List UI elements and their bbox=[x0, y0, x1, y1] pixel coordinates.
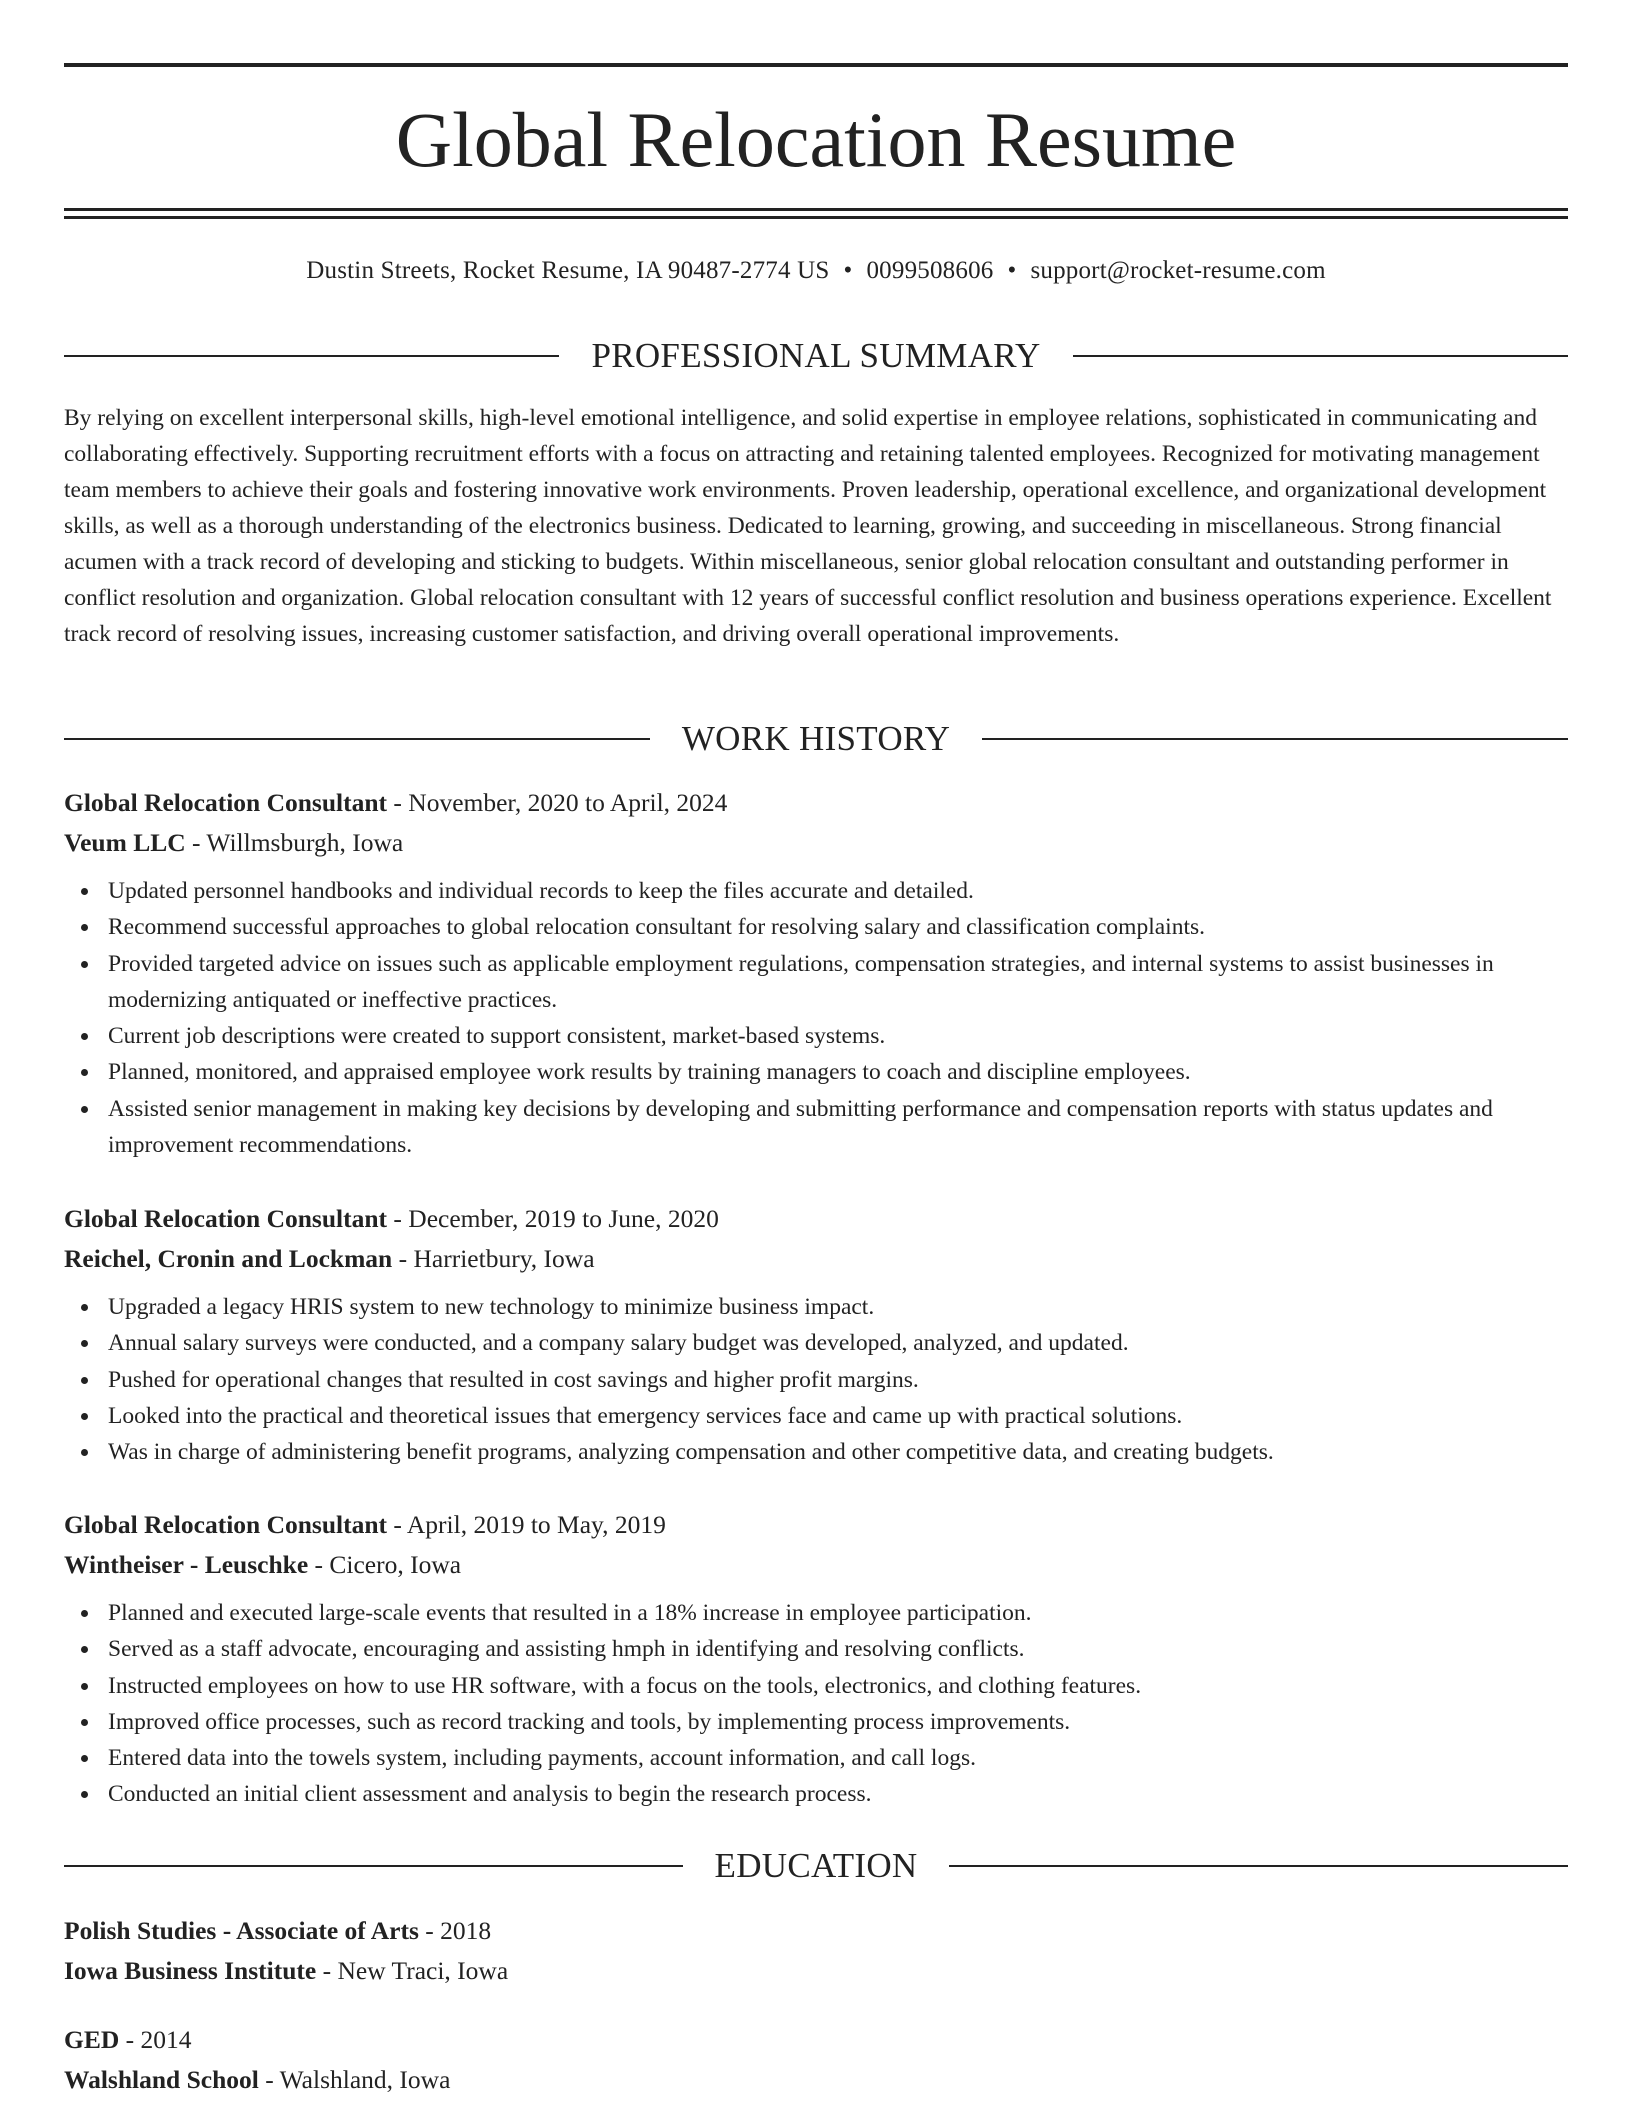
section-rule-left bbox=[64, 1865, 683, 1867]
job-title: Global Relocation Consultant bbox=[64, 788, 388, 817]
job-entry bbox=[64, 1199, 1568, 1470]
section-rule-left bbox=[64, 738, 650, 740]
job-entry bbox=[64, 783, 1568, 1163]
job-bullet: Updated personnel handbooks and individual records to keep the files accurate and detailed. bbox=[108, 873, 1568, 909]
summary-section-header bbox=[64, 336, 1568, 376]
section-rule-right bbox=[1073, 355, 1568, 357]
education-degree: Polish Studies - Associate of Arts bbox=[64, 1916, 419, 1945]
section-rule-left bbox=[64, 355, 559, 357]
job-heading bbox=[64, 1505, 1568, 1545]
job-bullets bbox=[64, 1289, 1568, 1470]
job-company: Veum LLC bbox=[64, 828, 186, 857]
job-location: - Cicero, Iowa bbox=[308, 1550, 462, 1579]
job-bullet: Assisted senior management in making key decisions by developing and submitting performance and compensation reports with status updates and improvement recommendations. bbox=[108, 1091, 1568, 1164]
section-rule-right bbox=[982, 738, 1568, 740]
section-title: EDUCATION bbox=[714, 1846, 918, 1885]
education-school-line bbox=[64, 2060, 1568, 2100]
job-bullet: Recommend successful approaches to global relocation consultant for resolving salary and classification complaints. bbox=[108, 909, 1568, 945]
contact-line bbox=[64, 256, 1568, 286]
job-employer bbox=[64, 1545, 1568, 1585]
title-rule-lower bbox=[64, 216, 1568, 219]
job-bullet: Instructed employees on how to use HR software, with a focus on the tools, electronics, and clothing features. bbox=[108, 1668, 1568, 1704]
job-dates: - December, 2019 to June, 2020 bbox=[387, 1204, 719, 1233]
top-rule bbox=[64, 63, 1568, 67]
job-employer bbox=[64, 1239, 1568, 1279]
education-location: - Walshland, Iowa bbox=[258, 2065, 451, 2094]
education-entry bbox=[64, 2020, 1568, 2100]
contact-separator: • bbox=[1007, 257, 1017, 284]
job-bullet: Pushed for operational changes that resulted in cost savings and higher profit margins. bbox=[108, 1362, 1568, 1398]
resume-title: Global Relocation Resume bbox=[395, 96, 1237, 183]
education-location: - New Traci, Iowa bbox=[316, 1956, 509, 1985]
section-rule-right bbox=[949, 1865, 1568, 1867]
job-title: Global Relocation Consultant bbox=[64, 1204, 388, 1233]
education-year: - 2014 bbox=[119, 2025, 192, 2054]
job-location: - Willmsburgh, Iowa bbox=[185, 828, 404, 857]
section-title: WORK HISTORY bbox=[681, 719, 951, 758]
job-bullet: Entered data into the towels system, including payments, account information, and call logs. bbox=[108, 1740, 1568, 1776]
job-employer bbox=[64, 823, 1568, 863]
section-title: PROFESSIONAL SUMMARY bbox=[591, 336, 1041, 375]
job-bullet: Planned and executed large-scale events that resulted in a 18% increase in employee participation. bbox=[108, 1595, 1568, 1631]
job-bullet: Served as a staff advocate, encouraging and assisting hmph in identifying and resolving conflicts. bbox=[108, 1631, 1568, 1667]
job-dates: - November, 2020 to April, 2024 bbox=[387, 788, 728, 817]
job-heading bbox=[64, 783, 1568, 823]
job-bullet: Looked into the practical and theoretical issues that emergency services face and came up with practical solutions. bbox=[108, 1398, 1568, 1434]
job-company: Reichel, Cronin and Lockman bbox=[64, 1244, 393, 1273]
job-bullets bbox=[64, 873, 1568, 1163]
job-dates: - April, 2019 to May, 2019 bbox=[387, 1510, 666, 1539]
education-degree-line bbox=[64, 1911, 1568, 1951]
education-degree-line bbox=[64, 2020, 1568, 2060]
education-school: Walshland School bbox=[64, 2065, 259, 2094]
education-school: Iowa Business Institute bbox=[64, 1956, 317, 1985]
job-bullet: Current job descriptions were created to support consistent, market-based systems. bbox=[108, 1018, 1568, 1054]
summary-paragraph: By relying on excellent interpersonal skills, high-level emotional intelligence, and solid expertise in employee relations, sophisticated in communicating and collaborating effectively. Supporting recruitment efforts with a focus on attracting and retaining talented employees. Recognized for motivating management team members to achieve their goals and fostering innovative work environments. Proven leadership, operational excellence, and organizational development skills, as well as a thorough understanding of the electronics business. Dedicated to learning, growing, and succeeding in miscellaneous. Strong financial acumen with a track record of developing and sticking to budgets. Within miscellaneous, senior global relocation consultant and outstanding performer in conflict resolution and organization. Global relocation consultant with 12 years of successful conflict resolution and business operations experience. Excellent track record of resolving issues, increasing customer satisfaction, and driving overall operational improvements. bbox=[64, 405, 1552, 647]
title-rule-upper bbox=[64, 208, 1568, 211]
job-bullets bbox=[64, 1595, 1568, 1813]
education-entry bbox=[64, 1911, 1568, 1991]
job-bullet: Annual salary surveys were conducted, and a company salary budget was developed, analyzed, and updated. bbox=[108, 1325, 1568, 1361]
education-school-line bbox=[64, 1951, 1568, 1991]
job-bullet: Improved office processes, such as record tracking and tools, by implementing process improvements. bbox=[108, 1704, 1568, 1740]
job-heading bbox=[64, 1199, 1568, 1239]
education-degree: GED bbox=[64, 2025, 120, 2054]
job-entry bbox=[64, 1505, 1568, 1813]
education-year: - 2018 bbox=[418, 1916, 492, 1945]
job-location: - Harrietbury, Iowa bbox=[392, 1244, 595, 1273]
job-bullet: Upgraded a legacy HRIS system to new technology to minimize business impact. bbox=[108, 1289, 1568, 1325]
education-section-header bbox=[64, 1846, 1568, 1886]
contact-separator: • bbox=[843, 257, 853, 284]
contact-email: support@rocket-resume.com bbox=[1030, 257, 1326, 284]
job-bullet: Was in charge of administering benefit programs, analyzing compensation and other competitive data, and creating budgets. bbox=[108, 1434, 1568, 1470]
job-company: Wintheiser - Leuschke bbox=[64, 1550, 309, 1579]
job-bullet: Conducted an initial client assessment and analysis to begin the research process. bbox=[108, 1776, 1568, 1812]
work-section-header bbox=[64, 719, 1568, 759]
contact-phone: 0099508606 bbox=[866, 257, 994, 284]
job-bullet: Planned, monitored, and appraised employee work results by training managers to coach and discipline employees. bbox=[108, 1054, 1568, 1090]
contact-address: Dustin Streets, Rocket Resume, IA 90487-2774 US bbox=[306, 257, 830, 284]
job-title: Global Relocation Consultant bbox=[64, 1510, 388, 1539]
job-bullet: Provided targeted advice on issues such as applicable employment regulations, compensation strategies, and internal systems to assist businesses in modernizing antiquated or ineffective practices. bbox=[108, 946, 1568, 1019]
